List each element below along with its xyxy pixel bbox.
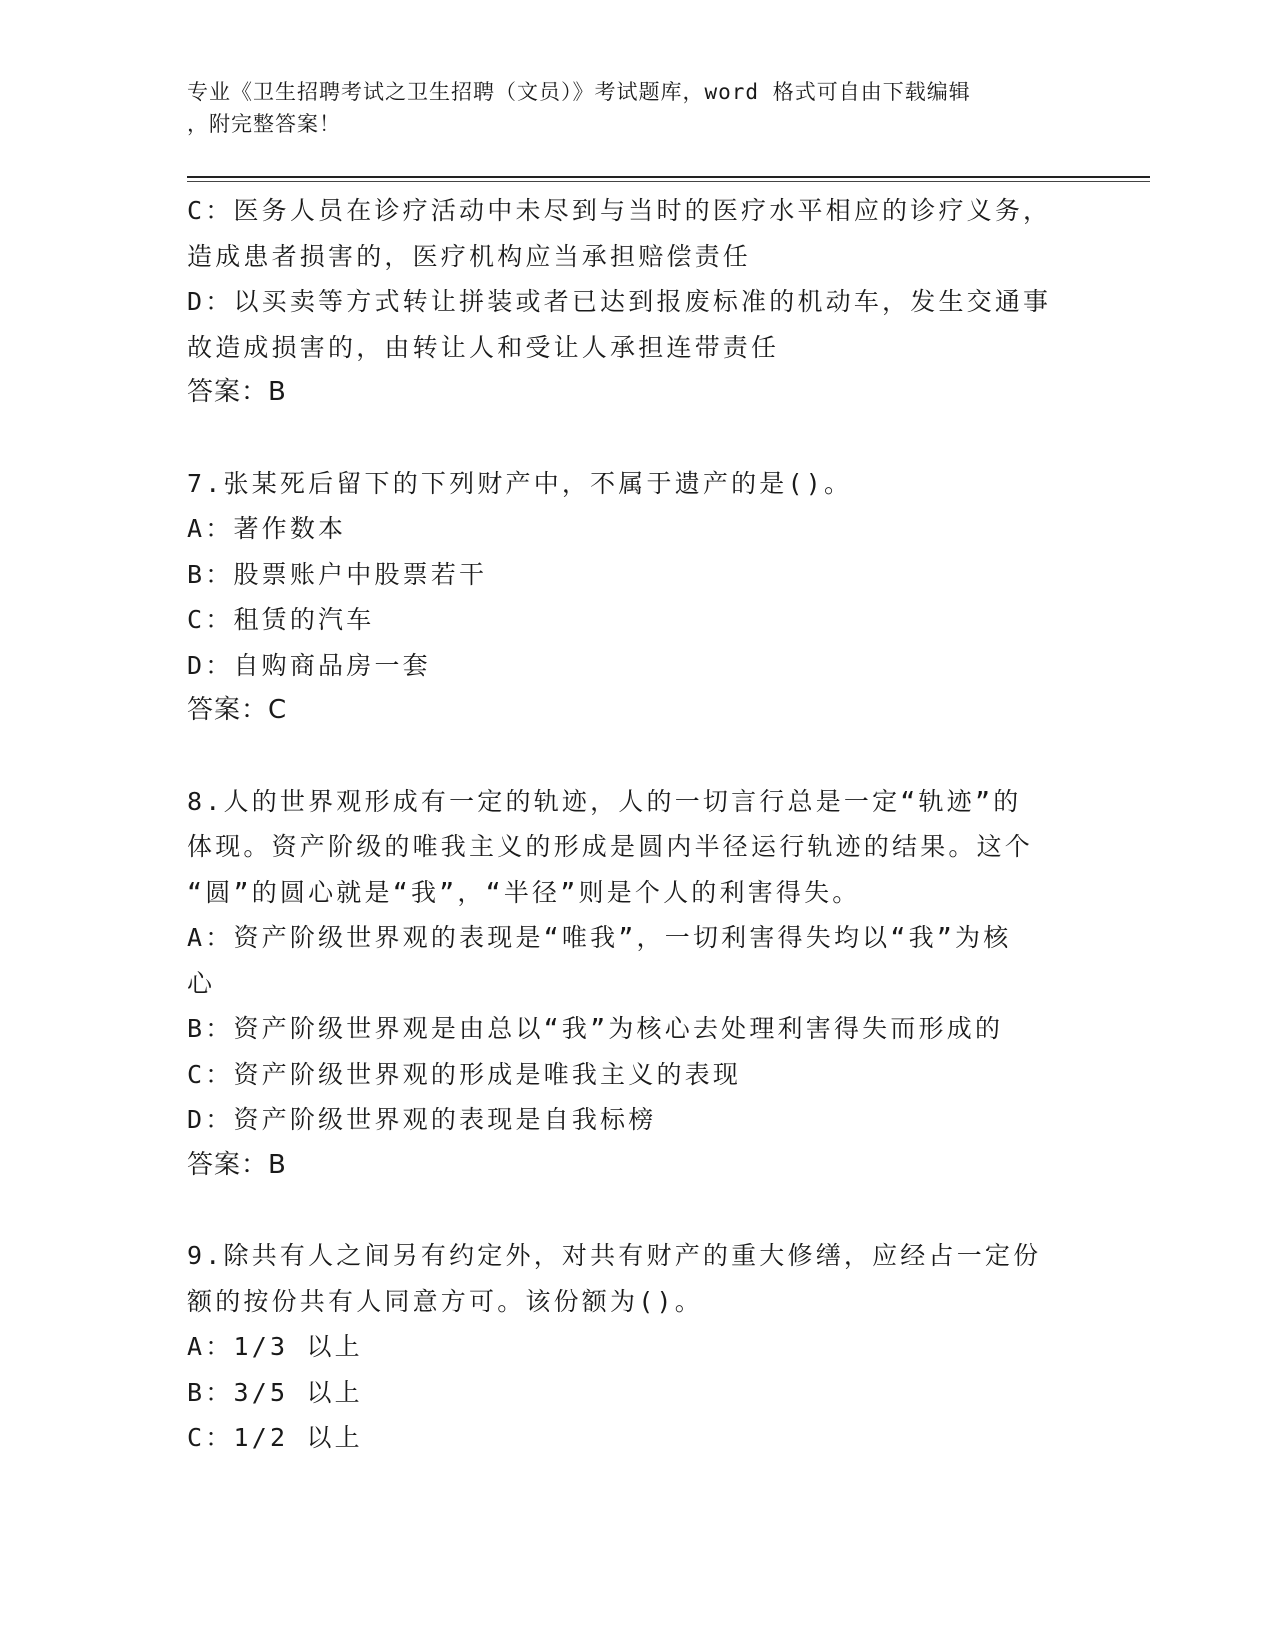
option-d-line-2: 故造成损害的，由转让人和受让人承担连带责任	[187, 332, 780, 362]
option-a-line-2: 心	[187, 968, 216, 998]
question-8	[187, 779, 1087, 1189]
question-stem-line-3: “圆”的圆心就是“我”，“半径”则是个人的利害得失。	[187, 877, 861, 907]
document-header	[187, 76, 1067, 140]
spacer	[187, 416, 1087, 461]
spacer	[187, 1188, 1087, 1233]
answer-line: 答案：B	[187, 1149, 287, 1180]
question-stem-line-2: 体现。资产阶级的唯我主义的形成是圆内半径运行轨迹的结果。这个	[187, 832, 1034, 861]
option-a-line-1: A：资产阶级世界观的表现是“唯我”，一切利害得失均以“我”为核	[187, 923, 1012, 952]
option-c-line-2: 造成患者损害的，医疗机构应当承担赔偿责任	[187, 241, 752, 271]
question-7	[187, 461, 1087, 734]
header-title-line-1: 专业《卫生招聘考试之卫生招聘（文员）》考试题库，word 格式可自由下载编辑	[187, 80, 971, 104]
question-stem-line-1: 8.人的世界观形成有一定的轨迹，人的一切言行总是一定“轨迹”的	[187, 786, 1022, 816]
option-d: D：自购商品房一套	[187, 650, 431, 680]
question-stem: 7.张某死后留下的下列财产中，不属于遗产的是()。	[187, 468, 853, 498]
question-9	[187, 1233, 1087, 1461]
option-d: D：资产阶级世界观的表现是自我标榜	[187, 1105, 657, 1134]
question-stem-line-1: 9.除共有人之间另有约定外，对共有财产的重大修缮，应经占一定份	[187, 1241, 1042, 1270]
question-6-continued	[187, 188, 1087, 416]
option-a: A：1/3 以上	[187, 1332, 363, 1361]
option-b: B：股票账户中股票若干	[187, 559, 488, 589]
option-a: A：著作数本	[187, 514, 347, 543]
option-d-line-1: D：以买卖等方式转让拼装或者已达到报废标准的机动车，发生交通事	[187, 287, 1052, 316]
header-title-line-2: ，附完整答案！	[187, 112, 341, 136]
option-b: B：3/5 以上	[187, 1377, 363, 1407]
question-stem-line-2: 额的按份共有人同意方可。该份额为()。	[187, 1286, 703, 1316]
header-divider-thin	[187, 181, 1150, 182]
answer-line: 答案：C	[187, 695, 288, 725]
option-c-line-1: C：医务人员在诊疗活动中未尽到与当时的医疗水平相应的诊疗义务，	[187, 196, 1052, 225]
option-c: C：1/2 以上	[187, 1423, 363, 1452]
option-b: B：资产阶级世界观是由总以“我”为核心去处理利害得失而形成的	[187, 1014, 1004, 1043]
spacer	[187, 734, 1087, 779]
option-c: C：租赁的汽车	[187, 605, 375, 634]
document-body	[187, 188, 1087, 1461]
answer-line: 答案：B	[187, 377, 287, 407]
header-divider-thick	[187, 176, 1150, 178]
option-c: C：资产阶级世界观的形成是唯我主义的表现	[187, 1059, 742, 1089]
